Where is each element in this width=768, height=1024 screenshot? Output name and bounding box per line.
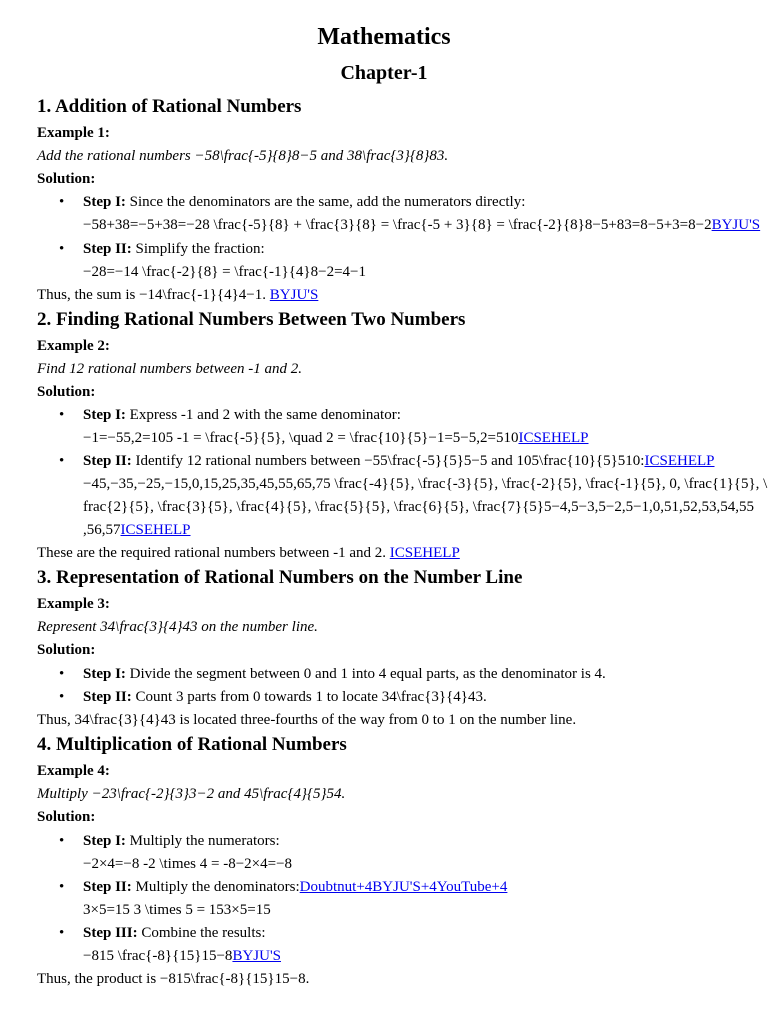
step-label: Step I: — [83, 833, 126, 849]
section-heading-multiplication: 4. Multiplication of Rational Numbers — [37, 734, 347, 755]
step-line — [83, 406, 401, 424]
step-line — [83, 924, 266, 942]
step-line — [83, 240, 265, 258]
bullet-icon: • — [59, 925, 65, 941]
bullet-icon: • — [59, 407, 65, 423]
bullet-icon: • — [59, 833, 65, 849]
conclusion: Thus, 34\frac{3}{4}43 is located three-fourths of the way from 0 to 1 on the number line. — [37, 712, 577, 728]
step-label: Step II: — [83, 241, 132, 257]
solution-label: Solution: — [37, 809, 96, 825]
bullet-icon: • — [59, 194, 65, 210]
solution-label: Solution: — [37, 384, 96, 400]
math-text: −58+38=−5+38=−28 \frac{-5}{8} + \frac{3}{8} = \frac{-5 + 3}{8} = \frac{-2}{8}8−5+83=8−5+3=8−2 — [83, 217, 712, 233]
step-line — [83, 832, 280, 850]
section-heading-between: 2. Finding Rational Numbers Between Two Numbers — [37, 309, 466, 330]
step-label: Step II: — [83, 879, 132, 895]
step-text: Since the denominators are the same, add the numerators directly: — [125, 194, 526, 210]
conclusion: Thus, the product is −815\frac{-8}{15}15−8. — [37, 971, 310, 987]
conclusion — [37, 544, 460, 562]
step-text: Express -1 and 2 with the same denominator: — [125, 407, 401, 423]
section-heading-addition: 1. Addition of Rational Numbers — [37, 96, 302, 117]
math-text: −815 \frac{-8}{15}15−8 — [83, 948, 233, 964]
step-label: Step III: — [83, 925, 138, 941]
bullet-icon: • — [59, 666, 65, 682]
step-line — [83, 665, 606, 683]
solution-label: Solution: — [37, 642, 96, 658]
step-line — [83, 452, 715, 470]
bullet-icon: • — [59, 453, 65, 469]
step-text: Identify 12 rational numbers between −55\frac{-5}{5}5−5 and 105\frac{10}{5}510: — [131, 453, 645, 469]
step-math — [83, 429, 588, 447]
bullet-icon: • — [59, 879, 65, 895]
chapter-title: Chapter-1 — [340, 62, 428, 84]
source-link[interactable]: ICSEHELP — [644, 453, 715, 469]
source-link[interactable]: BYJU'S — [711, 217, 761, 233]
step-line — [83, 193, 525, 211]
step-label: Step I: — [83, 407, 126, 423]
source-link[interactable]: ICSEHELP — [518, 430, 589, 446]
step-label: Step II: — [83, 453, 132, 469]
step-label: Step II: — [83, 689, 132, 705]
example-label: Example 3: — [37, 596, 110, 612]
page-title: Mathematics — [317, 24, 451, 50]
example-label: Example 4: — [37, 763, 110, 779]
step-line — [83, 878, 507, 896]
example-text: Add the rational numbers −58\frac{-5}{8}8−5 and 38\frac{3}{8}83. — [37, 148, 449, 164]
step-math: 3×5=15 3 \times 5 = 153×5=15 — [83, 902, 271, 918]
step-label: Step I: — [83, 666, 126, 682]
step-text: Combine the results: — [137, 925, 266, 941]
source-link[interactable]: ICSEHELP — [389, 545, 460, 561]
source-link[interactable]: BYJU'S — [232, 948, 281, 964]
example-label: Example 1: — [37, 125, 110, 141]
solution-label: Solution: — [37, 171, 96, 187]
bullet-icon: • — [59, 241, 65, 257]
example-label: Example 2: — [37, 338, 110, 354]
step-math — [83, 947, 281, 965]
step-text: Multiply the numerators: — [125, 833, 280, 849]
step-math: frac{2}{5}, \frac{3}{5}, \frac{4}{5}, \frac{5}{5}, \frac{6}{5}, \frac{7}{5}5−4,5−3,5−2,5−1,0,51,52,53,54,55 — [83, 499, 755, 515]
step-text: Simplify the fraction: — [131, 241, 265, 257]
conclusion — [37, 286, 318, 304]
step-text: Divide the segment between 0 and 1 into 4 equal parts, as the denominator is 4. — [125, 666, 606, 682]
step-text: Count 3 parts from 0 towards 1 to locate 34\frac{3}{4}43. — [131, 689, 487, 705]
conclusion-text: These are the required rational numbers between -1 and 2. — [37, 545, 390, 561]
source-link[interactable]: BYJU'S — [269, 287, 319, 303]
step-math: −2×4=−8 -2 \times 4 = -8−2×4=−8 — [83, 856, 293, 872]
example-text: Multiply −23\frac{-2}{3}3−2 and 45\frac{4}{5}54. — [37, 786, 346, 802]
bullet-icon: • — [59, 689, 65, 705]
step-math — [83, 216, 760, 234]
section-heading-number-line: 3. Representation of Rational Numbers on the Number Line — [37, 567, 523, 588]
source-link[interactable]: ICSEHELP — [120, 522, 191, 538]
step-math: −28=−14 \frac{-2}{8} = \frac{-1}{4}8−2=4−1 — [83, 264, 367, 280]
source-link[interactable]: Doubtnut+4BYJU'S+4YouTube+4 — [299, 879, 508, 895]
math-text: −1=−55,2=105 -1 = \frac{-5}{5}, \quad 2 = \frac{10}{5}−1=5−5,2=510 — [83, 430, 519, 446]
step-text: Multiply the denominators: — [131, 879, 300, 895]
example-text: Represent 34\frac{3}{4}43 on the number line. — [37, 619, 318, 635]
step-math — [83, 521, 191, 539]
step-line — [83, 688, 487, 706]
math-text: ,56,57 — [83, 522, 121, 538]
step-label: Step I: — [83, 194, 126, 210]
conclusion-text: Thus, the sum is −14\frac{-1}{4}4−1. — [37, 287, 270, 303]
example-text: Find 12 rational numbers between -1 and 2. — [37, 361, 302, 377]
step-math: −45,−35,−25,−15,0,15,25,35,45,55,65,75 \frac{-4}{5}, \frac{-3}{5}, \frac{-2}{5}, \frac{-1}{5}, 0, \frac{1}{5}, \ — [83, 476, 768, 492]
